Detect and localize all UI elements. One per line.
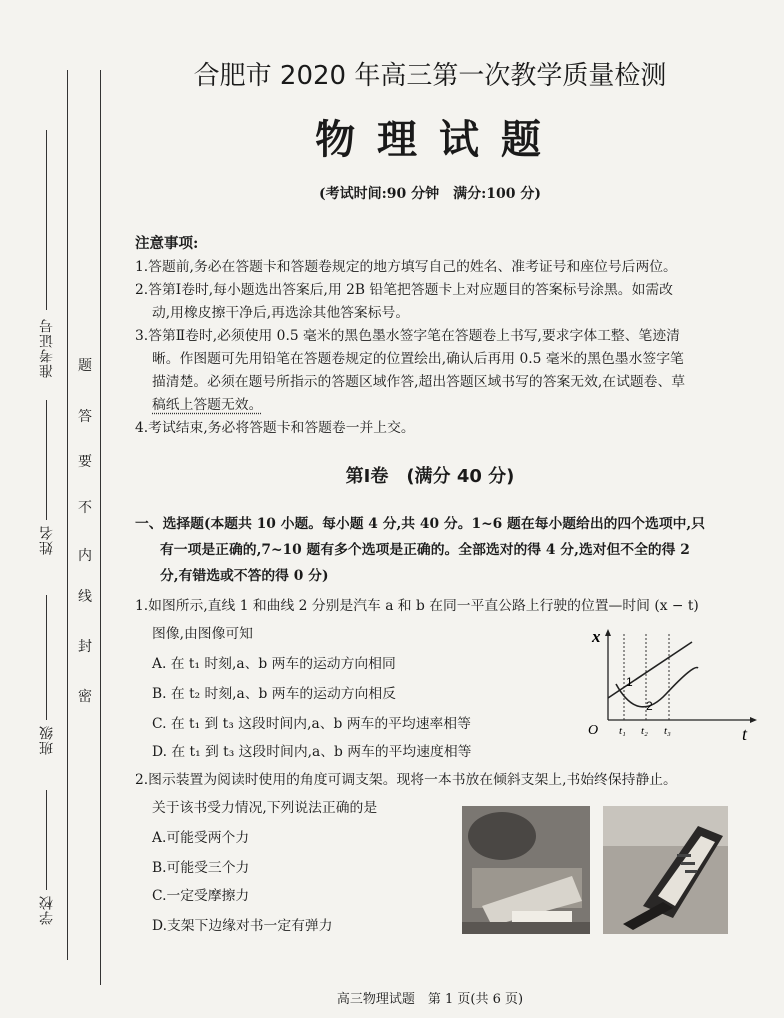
- q2-option-c: C.一定受摩擦力: [152, 888, 250, 904]
- q2-option-a: A.可能受两个力: [152, 830, 250, 846]
- binding-line-outer: [67, 70, 68, 960]
- exam-subtitle: 合肥市 2020 年高三第一次教学质量检测: [193, 61, 667, 91]
- book-stand-photo-right: [603, 806, 728, 934]
- notice-line: 晰。作图题可先用铅笔在答题卷规定的位置绘出,确认后再用 0.5 毫米的黑色墨水签字笔: [152, 351, 684, 367]
- q2-option-b: B.可能受三个力: [152, 860, 250, 876]
- t-axis-label: t: [742, 724, 748, 744]
- seal-char: 内: [78, 548, 92, 564]
- seal-char: 封: [78, 639, 92, 655]
- seal-char: 线: [78, 589, 92, 605]
- seal-char: 题: [78, 358, 92, 374]
- seal-char: 要: [78, 454, 92, 470]
- notice-line: 稿纸上答题无效。: [152, 397, 263, 413]
- exam-number-blank[interactable]: [46, 130, 47, 310]
- part1-line: 分,有错选或不答的得 0 分): [160, 568, 329, 584]
- name-blank[interactable]: [46, 400, 47, 520]
- t-axis-arrow: [750, 717, 757, 723]
- seal-char: 密: [78, 689, 92, 705]
- name-label: 姓名: [39, 525, 55, 555]
- class-blank[interactable]: [46, 595, 47, 720]
- exam-number-label: 准考证号: [39, 318, 55, 378]
- notice-line: 1.答题前,务必在答题卡和答题卷规定的地方填写自己的姓名、准考证号和座位号后两位。: [135, 259, 677, 275]
- t3-tick: t₃: [664, 725, 671, 737]
- notice-line: 3.答第Ⅱ卷时,必须使用 0.5 毫米的黑色墨水签字笔在答题卷上书写,要求字体工整、笔迹清: [135, 328, 680, 344]
- t1-tick: t₁: [619, 725, 626, 737]
- q2-option-d: D.支架下边缘对书一定有弹力: [152, 918, 333, 934]
- school-blank[interactable]: [46, 790, 47, 890]
- part1-line: 一、选择题(本题共 10 小题。每小题 4 分,共 40 分。1~6 题在每小题给出的四个选项中,只: [135, 516, 706, 532]
- q1-option-b: B. 在 t₂ 时刻,a、b 两车的运动方向相反: [152, 686, 396, 702]
- part1-line: 有一项是正确的,7~10 题有多个选项是正确的。全部选对的得 4 分,选对但不全的得 2: [160, 542, 690, 558]
- exam-info: (考试时间:90 分钟 满分:100 分): [318, 186, 542, 202]
- line-1: [608, 642, 692, 698]
- line-1-label: 1: [626, 675, 633, 689]
- q1-option-a: A. 在 t₁ 时刻,a、b 两车的运动方向相同: [152, 656, 396, 672]
- x-axis-arrow: [605, 629, 611, 636]
- notice-title: 注意事项:: [135, 235, 199, 252]
- seal-char: 答: [78, 409, 92, 425]
- q1-option-c: C. 在 t₁ 到 t₃ 这段时间内,a、b 两车的平均速率相等: [152, 716, 471, 732]
- notice-line: 2.答第Ⅰ卷时,每小题选出答案后,用 2B 铅笔把答题卡上对应题目的答案标号涂黑。如需改: [135, 282, 673, 298]
- seal-char: 不: [78, 500, 92, 516]
- q2-stem-cont: 关于该书受力情况,下列说法正确的是: [152, 800, 378, 816]
- q1-stem-cont: 图像,由图像可知: [152, 626, 253, 642]
- class-label: 班级: [39, 725, 55, 755]
- notice-line: 描清楚。必须在题号所指示的答题区域作答,超出答题区域书写的答案无效,在试题卷、草: [152, 374, 686, 390]
- x-axis-label: x: [592, 628, 601, 646]
- page-footer: 高三物理试题 第 1 页(共 6 页): [336, 992, 524, 1007]
- binding-line-inner: [100, 70, 101, 985]
- q2-stem: 2.图示装置为阅读时使用的角度可调支架。现将一本书放在倾斜支架上,书始终保持静止。: [135, 772, 677, 788]
- notice-line: 4.考试结束,务必将答题卡和答题卷一并上交。: [135, 420, 415, 436]
- book-stand-photo-left: [462, 806, 590, 934]
- origin-label: O: [588, 723, 599, 738]
- q1-option-d: D. 在 t₁ 到 t₃ 这段时间内,a、b 两车的平均速度相等: [152, 744, 472, 760]
- q1-stem: 1.如图所示,直线 1 和曲线 2 分别是汽车 a 和 b 在同一平直公路上行驶的位置—时间 (x − t): [135, 598, 699, 614]
- school-label: 学校: [39, 895, 55, 925]
- page-title: 物 理 试 题: [315, 116, 545, 163]
- section-title: 第Ⅰ卷 (满分 40 分): [345, 466, 515, 487]
- notice-line: 动,用橡皮擦干净后,再选涂其他答案标号。: [152, 305, 410, 321]
- t2-tick: t₂: [641, 725, 648, 737]
- curve-2-label: 2: [646, 699, 653, 713]
- q1-xt-graph: [580, 628, 760, 744]
